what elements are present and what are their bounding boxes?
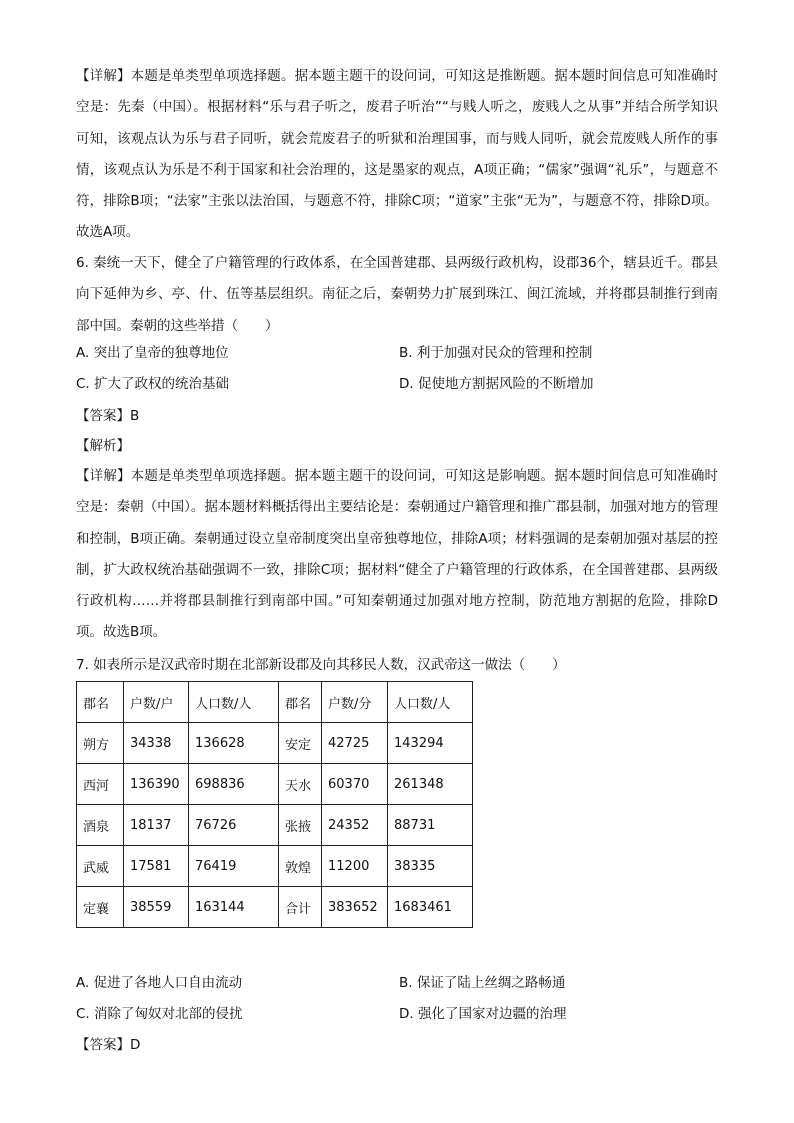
table-cell: 1683461 [388, 887, 473, 928]
q7-options-row-2 [76, 1004, 718, 1024]
table-cell: 38335 [388, 846, 473, 887]
q6-options-row-2 [76, 374, 718, 394]
table-cell: 163144 [189, 887, 279, 928]
table-cell: 西河 [77, 764, 124, 805]
q7-option-a: A. 促进了各地人口自由流动 [76, 975, 243, 991]
table-header-cell: 郡名 [279, 682, 322, 723]
table-cell: 酒泉 [77, 805, 124, 846]
q6-explanation: 【详解】本题是单类型单项选择题。据本题主题干的设问词，可知这是影响题。据本题时间信息可知准确时空是：秦朝（中国）。据本题材料概括得出主要结论是：秦朝通过户籍管理和推广郡县制，加强对地方的管理和控制，B项正确。秦朝通过设立皇帝制度突出皇帝独尊地位，排除A项；材料强调的是秦朝加强对基层的控制，扩大政权统治基础强调不一致，排除C项；据材料“健全了户籍管理的行政体系，在全国普建郡、县两级行政机构……并将郡县制推行到南部中国。”可知秦朝通过加强对地方控制，防范地方割据的危险，排除D项。故选B项。 [76, 468, 718, 641]
table-cell: 18137 [124, 805, 189, 846]
table-header-cell: 郡名 [77, 682, 124, 723]
table-cell: 敦煌 [279, 846, 322, 887]
table-cell: 60370 [322, 764, 388, 805]
q7-stem: 7. 如表所示是汉武帝时期在北部新设郡及向其移民人数，汉武帝这一做法（ ） [76, 657, 566, 673]
q7-migration-table [76, 681, 473, 928]
table-cell: 24352 [322, 805, 388, 846]
table-cell: 安定 [279, 723, 322, 764]
q6-option-a: A. 突出了皇帝的独尊地位 [76, 345, 229, 361]
table-cell: 17581 [124, 846, 189, 887]
table-cell: 定襄 [77, 887, 124, 928]
table-cell: 76419 [189, 846, 279, 887]
table-cell: 383652 [322, 887, 388, 928]
table-cell: 34338 [124, 723, 189, 764]
table-cell: 天水 [279, 764, 322, 805]
table-cell: 698836 [189, 764, 279, 805]
table-cell: 76726 [189, 805, 279, 846]
table-cell: 136390 [124, 764, 189, 805]
table-cell: 武威 [77, 846, 124, 887]
table-cell: 42725 [322, 723, 388, 764]
table-cell: 88731 [388, 805, 473, 846]
q7-options-row-1 [76, 973, 718, 993]
q6-option-d: D. 促使地方割据风险的不断增加 [399, 376, 594, 392]
q6-options-row-1 [76, 343, 718, 363]
q6-analysis-label: 【解析】 [76, 438, 130, 454]
table-cell: 261348 [388, 764, 473, 805]
table-cell: 张掖 [279, 805, 322, 846]
table-cell: 143294 [388, 723, 473, 764]
q5-explanation: 【详解】本题是单类型单项选择题。据本题主题干的设问词，可知这是推断题。据本题时间信息可知准确时空是：先秦（中国）。根据材料“乐与君子听之，废君子听治”“与贱人听之，废贱人之从事”并结合所学知识可知，该观点认为乐与君子同听，就会荒废君子的听狱和治理国事，而与贱人同听，就会荒废贱人所作的事情，该观点认为乐是不利于国家和社会治理的，这是墨家的观点，A项正确；“儒家”强调“礼乐”，与题意不符，排除B项；“法家”主张以法治国，与题意不符，排除C项；“道家”主张“无为”，与题意不符，排除D项。故选A项。 [76, 68, 718, 241]
table-cell: 合计 [279, 887, 322, 928]
table-header-cell: 户数/户 [124, 682, 189, 723]
q6-answer: 【答案】B [76, 408, 140, 424]
q6-stem: 6. 秦统一天下，健全了户籍管理的行政体系，在全国普建郡、县两级行政机构，设郡36个，辖县近千。郡县向下延伸为乡、亭、什、伍等基层组织。南征之后，秦朝势力扩展到珠江、闽江流域，并将郡县制推行到南部中国。秦朝的这些举措（ ） [76, 255, 718, 334]
table-cell: 136628 [189, 723, 279, 764]
table-row [77, 887, 473, 928]
table-cell: 11200 [322, 846, 388, 887]
table-header-cell: 人口数/人 [388, 682, 473, 723]
table-header-row [77, 682, 473, 723]
table-row [77, 846, 473, 887]
table-header-cell: 人口数/人 [189, 682, 279, 723]
table-cell: 朔方 [77, 723, 124, 764]
q6-option-b: B. 利于加强对民众的管理和控制 [399, 345, 593, 361]
table-row [77, 805, 473, 846]
table-header-cell: 户数/分 [322, 682, 388, 723]
q6-option-c: C. 扩大了政权的统治基础 [76, 376, 230, 392]
q7-answer: 【答案】D [76, 1037, 141, 1053]
table-cell: 38559 [124, 887, 189, 928]
table-row [77, 723, 473, 764]
table-row [77, 764, 473, 805]
q7-option-b: B. 保证了陆上丝绸之路畅通 [399, 975, 566, 991]
q7-option-c: C. 消除了匈奴对北部的侵扰 [76, 1006, 243, 1022]
q7-option-d: D. 强化了国家对边疆的治理 [399, 1006, 567, 1022]
